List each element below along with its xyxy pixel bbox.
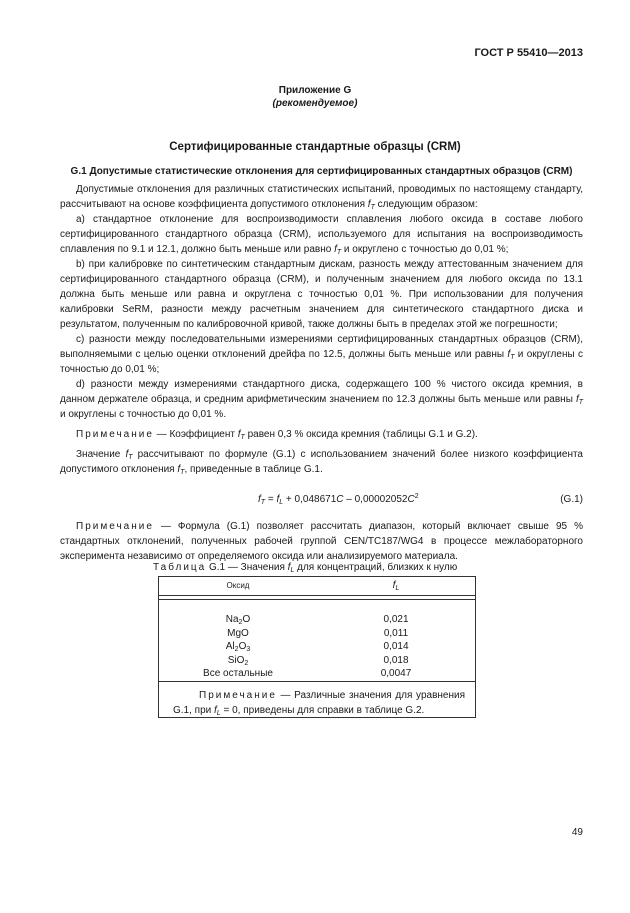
header-divider bbox=[159, 595, 475, 596]
section-title: Сертифицированные стандартные образцы (CRM) bbox=[169, 141, 461, 153]
formula-intro-paragraph: Значение $f_T$ рассчитывают по формуле (G.1) с использованием значений более низкого коэффициента допустимого отклонения $f_T$, приведенные в таблице G.1. bbox=[60, 449, 583, 476]
oxide-cell: $Al_2O_3$ bbox=[225, 641, 251, 653]
table-row bbox=[159, 640, 475, 654]
formula-number: (G.1) bbox=[560, 494, 583, 505]
column-header-fl: $f_L$ bbox=[392, 580, 400, 592]
note-1: Примечание — Коэффициент $f_T$ равен 0,3 % оксида кремния (таблицы G.1 и G.2). bbox=[76, 429, 478, 441]
table-note: Примечание — Различные значения для уравнения G.1, при $f_L = 0$, приведены для справки в таблице G.2. bbox=[173, 690, 465, 717]
oxide-cell: Все остальные bbox=[203, 668, 273, 679]
appendix-title: Приложение G bbox=[278, 85, 352, 96]
table-body bbox=[159, 613, 475, 681]
value-cell: 0,011 bbox=[383, 627, 409, 639]
footer-divider bbox=[159, 681, 475, 682]
item-d: d) разности между измерениями стандартного диска, содержащего 100 % чистого оксида кремния, в данном держателе образца, и средним арифметическим значением по 12.3 должны быть меньше или равны $f_T$ и округлены с точностью до 0,01 %. bbox=[60, 379, 583, 420]
column-header-oxide: Оксид bbox=[226, 581, 250, 590]
value-cell: 0,021 bbox=[383, 614, 409, 625]
body-text bbox=[60, 182, 583, 477]
item-b: b) при калибровке по синтетическим стандартным дискам, разность между аттестованным значением для сертифицированного стандартного образца (CRM), и полученным значением для любого оксида по 13.1 должна быть меньше или равна и округлена с точностью 0,01 %. При использовании для получения калибровки SeRM, разности между расчетным значением для синтетического стандартного диска и результатом, полученным по калибровочной кривой, также должны быть в пределах этой же погрешности; bbox=[60, 259, 583, 330]
value-cell: 0,0047 bbox=[380, 668, 412, 679]
table-row bbox=[159, 613, 475, 627]
appendix-subtitle: (рекомендуемое) bbox=[272, 98, 358, 109]
item-c: c) разности между последовательными измерениями сертифицированных стандартных образцов (CRM), выполняемыми с целью оценки отклонений дрейфа по 12.5, должны быть меньше или равны $f_T$ и округлены с точностью до 0,01 %; bbox=[60, 334, 583, 375]
table-caption: Таблица G.1 — Значения $f_L$ для концентраций, близких к нулю bbox=[153, 562, 458, 574]
table-row bbox=[159, 667, 475, 681]
table-row bbox=[159, 654, 475, 668]
table-row bbox=[159, 627, 475, 641]
oxide-cell: SiO$_2$ bbox=[227, 654, 249, 667]
value-cell: 0,014 bbox=[383, 641, 409, 652]
standard-number: ГОСТ Р 55410—2013 bbox=[474, 47, 583, 59]
item-a: а) стандартное отклонение для воспроизводимости сплавления любого оксида в составе любого сертифицированного стандартного образца (CRM), используемого для испытания на воспроизводимость сплавления по 9.1 и 12.1, должно быть меньше или равно $f_T$ и округлено с точностью до 0,01 %; bbox=[60, 214, 583, 256]
formula-expression: $f_T = f_L + 0,048671C - 0,00002052C^2$ bbox=[258, 493, 419, 506]
value-cell: 0,018 bbox=[383, 654, 409, 666]
subsection-heading: G.1 Допустимые статистические отклонения для сертифицированных стандартных образцов (CRM) bbox=[70, 166, 573, 177]
table-g1 bbox=[158, 576, 476, 718]
page-number: 49 bbox=[571, 827, 583, 838]
formula-g1 bbox=[60, 494, 583, 508]
oxide-cell: $Na_2O$ bbox=[225, 614, 251, 626]
intro-paragraph: Допустимые отклонения для различных статистических испытаний, проводимых по настоящему стандарту, рассчитывают на основе коэффициента допустимого отклонения $f_T$ следующим образом: bbox=[60, 184, 583, 211]
note-2: Примечание — Формула (G.1) позволяет рассчитать диапазон, который включает свыше 95 % стандартных отклонений, полученных рабочей группой CEN/TC187/WG4 в процессе межлабораторного эксперимента независимо от определяемого оксида или анализируемого материала. bbox=[60, 521, 583, 562]
header-divider-double bbox=[159, 599, 475, 600]
oxide-cell: MgO bbox=[227, 627, 249, 639]
